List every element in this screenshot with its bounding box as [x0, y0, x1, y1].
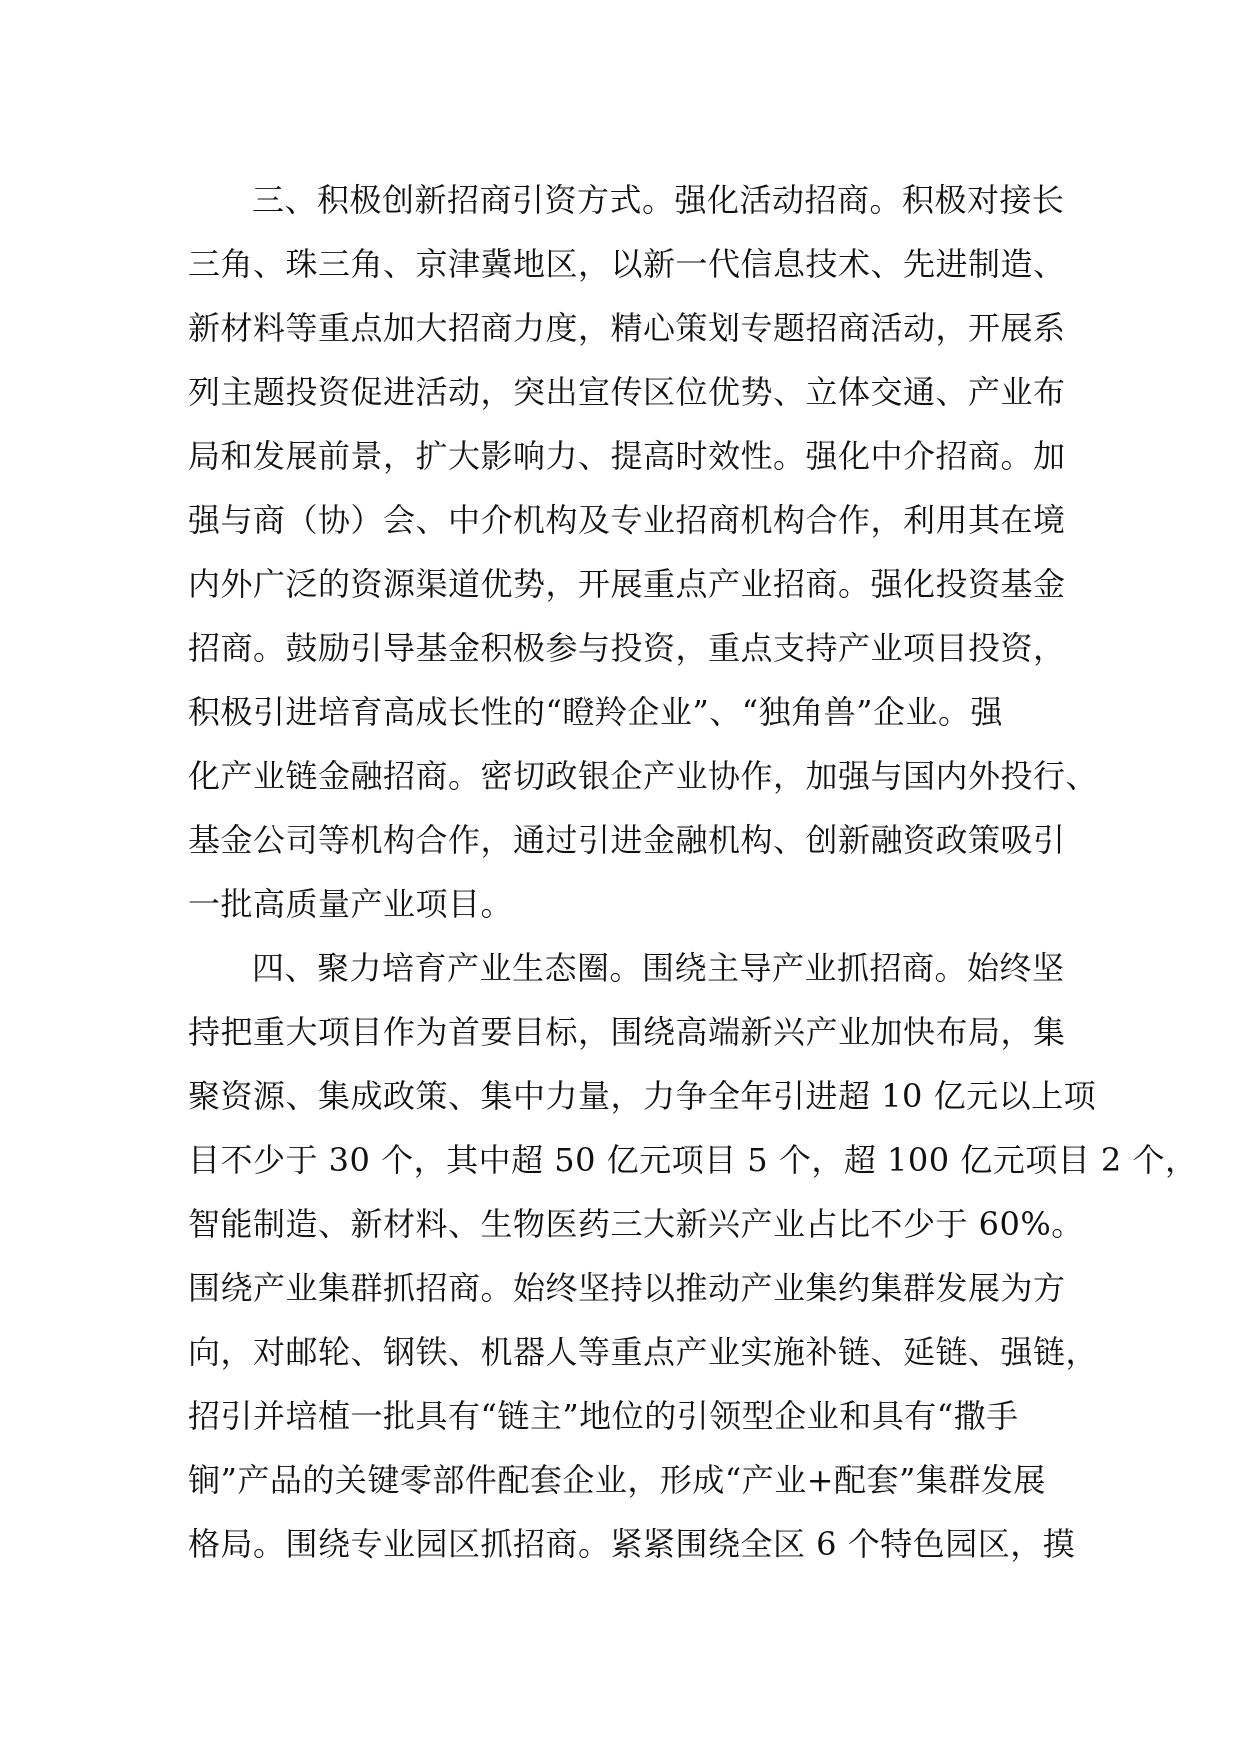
paragraph-3-line-7: 内外广泛的资源渠道优势，开展重点产业招商。强化投资基金 — [188, 565, 1066, 603]
paragraph-4-line-10: 格局。围绕专业园区抓招商。紧紧围绕全区 6 个特色园区，摸 — [188, 1525, 1076, 1563]
paragraph-4-line-2: 持把重大项目作为首要目标，围绕高端新兴产业加快布局，集 — [188, 1013, 1066, 1051]
paragraph-4-line-1: 四、聚力培育产业生态圈。围绕主导产业抓招商。始终坚 — [252, 949, 1065, 987]
paragraph-3-line-8: 招商。鼓励引导基金积极参与投资，重点支持产业项目投资， — [188, 629, 1066, 667]
paragraph-3-line-1: 三、积极创新招商引资方式。强化活动招商。积极对接长 — [252, 181, 1065, 219]
paragraph-3-line-4: 列主题投资促进活动，突出宣传区位优势、立体交通、产业布 — [188, 373, 1066, 411]
paragraph-3-line-9: 积极引进培育高成长性的“瞪羚企业”、“独角兽”企业。强 — [188, 693, 1003, 731]
paragraph-3-line-3: 新材料等重点加大招商力度，精心策划专题招商活动，开展系 — [188, 309, 1066, 347]
paragraph-3-line-12: 一批高质量产业项目。 — [188, 885, 514, 923]
paragraph-3-line-5: 局和发展前景，扩大影响力、提高时效性。强化中介招商。加 — [188, 437, 1066, 475]
paragraph-3-line-2: 三角、珠三角、京津冀地区，以新一代信息技术、先进制造、 — [188, 245, 1066, 283]
paragraph-3-line-6: 强与商（协）会、中介机构及专业招商机构合作，利用其在境 — [188, 501, 1066, 539]
paragraph-3-line-10: 化产业链金融招商。密切政银企产业协作，加强与国内外投行、 — [188, 757, 1099, 795]
paragraph-4-line-3: 聚资源、集成政策、集中力量，力争全年引进超 10 亿元以上项 — [188, 1077, 1097, 1115]
paragraph-4-line-9: 锏”产品的关键零部件配套企业，形成“产业+配套”集群发展 — [188, 1461, 1046, 1499]
paragraph-4-line-5: 智能制造、新材料、生物医药三大新兴产业占比不少于 60%。 — [188, 1205, 1084, 1243]
paragraph-4-line-6: 围绕产业集群抓招商。始终坚持以推动产业集约集群发展为方 — [188, 1269, 1066, 1307]
paragraph-4-line-7: 向，对邮轮、钢铁、机器人等重点产业实施补链、延链、强链， — [188, 1333, 1099, 1371]
paragraph-3-line-11: 基金公司等机构合作，通过引进金融机构、创新融资政策吸引 — [188, 821, 1066, 859]
paragraph-4-line-8: 招引并培植一批具有“链主”地位的引领型企业和具有“撒手 — [188, 1397, 1019, 1435]
paragraph-4-line-4: 目不少于 30 个，其中超 50 亿元项目 5 个，超 100 亿元项目 2 个， — [188, 1141, 1198, 1179]
